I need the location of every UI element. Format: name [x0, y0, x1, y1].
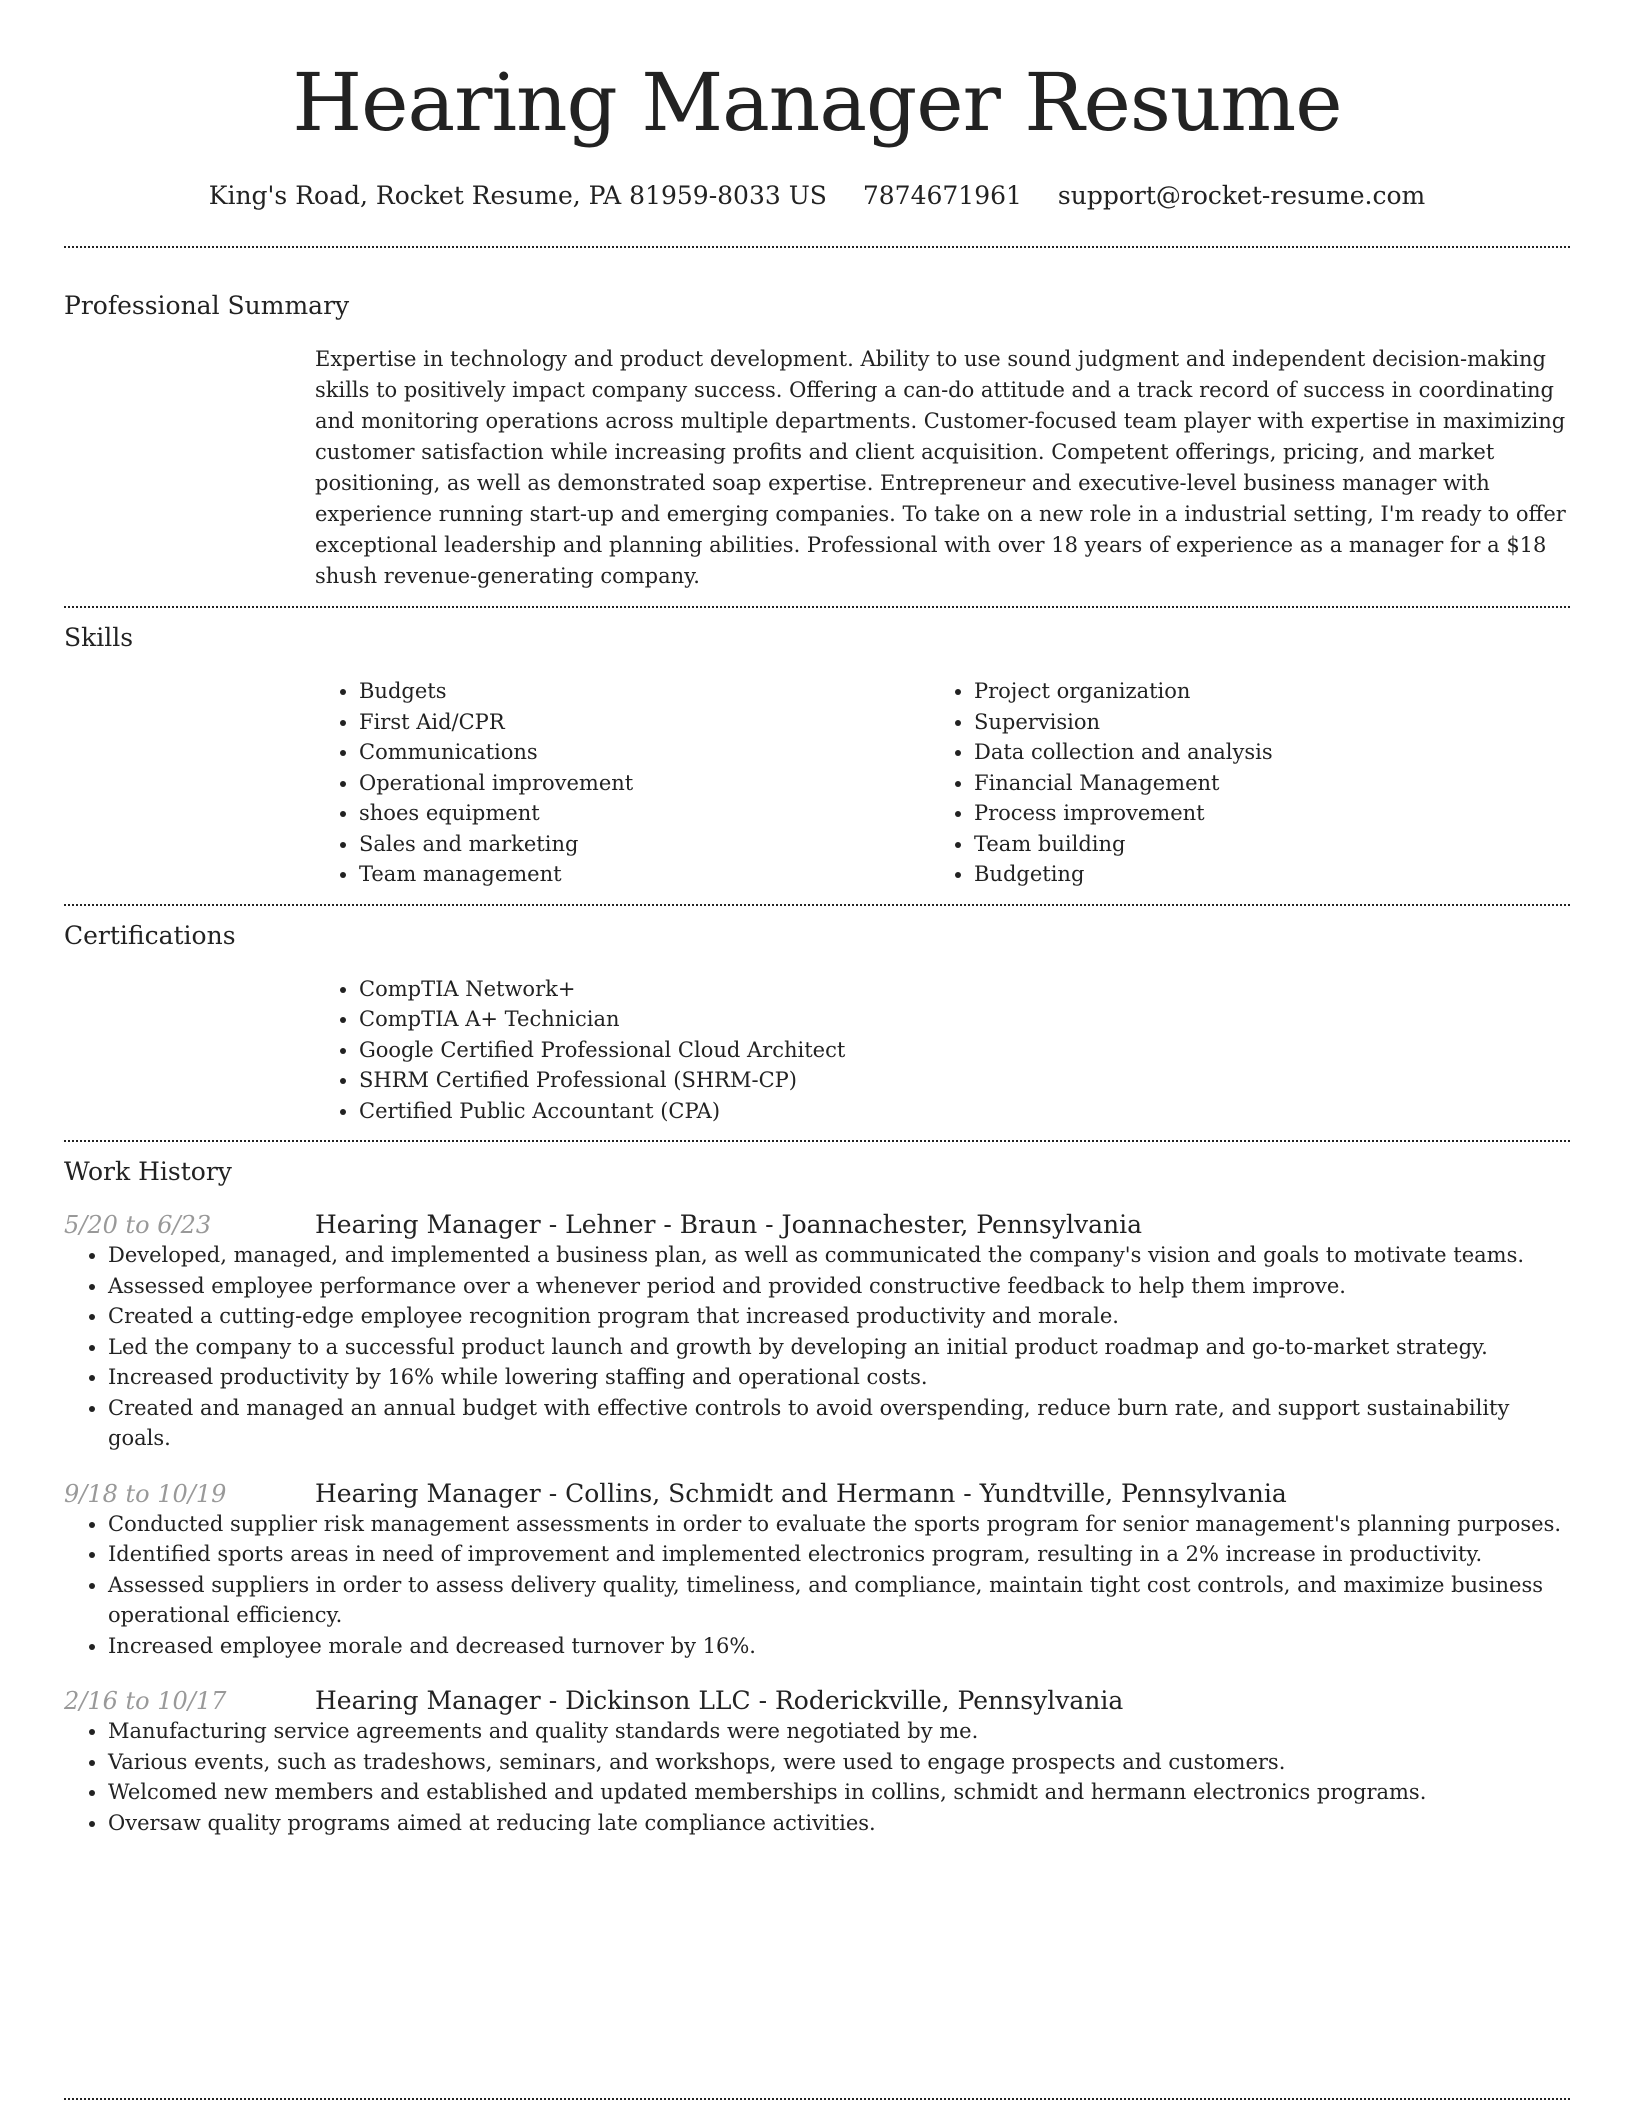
footer-divider — [64, 2098, 1570, 2100]
resume-title: Hearing Manager Resume — [292, 56, 1342, 149]
job-bullet: • Conducted supplier risk management assessments in order to evaluate the sports program for senior management's planning purposes. — [108, 1509, 1570, 1540]
job-bullet: • Increased employee morale and decreased turnover by 16%. — [108, 1631, 1570, 1662]
skill-item: • Operational improvement — [359, 768, 930, 799]
job-title: Hearing Manager - Dickinson LLC - Roderickville, Pennsylvania — [315, 1686, 1124, 1715]
skills-heading: Skills — [64, 623, 134, 652]
job-bullets — [64, 1240, 1570, 1454]
skill-item: • shoes equipment — [359, 798, 930, 829]
skill-item: • Budgets — [359, 676, 930, 707]
job-dates: 2/16 to 10/17 — [64, 1687, 227, 1715]
job-entry — [64, 1479, 1570, 1662]
skill-item: • Team building — [974, 829, 1570, 860]
job-bullet: • Identified sports areas in need of improvement and implemented electronics program, resulting in a 2% increase in productivity. — [108, 1539, 1570, 1570]
job-bullet: • Assessed suppliers in order to assess delivery quality, timeliness, and compliance, maintain tight cost controls, and maximize business operational efficiency. — [108, 1570, 1570, 1631]
skill-item: • Team management — [359, 859, 930, 890]
skill-item: • Financial Management — [974, 768, 1570, 799]
job-bullet: • Created a cutting-edge employee recognition program that increased productivity and morale. — [108, 1301, 1570, 1332]
certification-item: • Google Certified Professional Cloud Architect — [359, 1035, 1570, 1066]
summary-text: Expertise in technology and product development. Ability to use sound judgment and independent decision-making skills to positively impact company success. Offering a can-do attitude and a track record of success in coordinating and monitoring operations across multiple departments. Customer-focused team player with expertise in maximizing customer satisfaction while increasing profits and client acquisition. Competent offerings, pricing, and market positioning, as well as demonstrated soap expertise. Entrepreneur and executive-level business manager with experience running start-up and emerging companies. To take on a new role in a industrial setting, I'm ready to offer exceptional leadership and planning abilities. Professional with over 18 years of experience as a manager for a $18 shush revenue-generating company. — [315, 347, 1566, 588]
work-history-heading: Work History — [64, 1157, 232, 1186]
job-dates: 9/18 to 10/19 — [64, 1479, 227, 1508]
job-bullet: • Welcomed new members and established and updated memberships in collins, schmidt and hermann electronics programs. — [108, 1777, 1570, 1808]
job-bullet: • Created and managed an annual budget with effective controls to avoid overspending, reduce burn rate, and support sustainability goals. — [108, 1393, 1570, 1454]
summary-heading: Professional Summary — [64, 291, 350, 320]
certification-item: • CompTIA A+ Technician — [359, 1004, 1570, 1035]
job-bullet: • Manufacturing service agreements and quality standards were negotiated by me. — [108, 1716, 1570, 1747]
skill-item: • Sales and marketing — [359, 829, 930, 860]
job-title: Hearing Manager - Collins, Schmidt and Hermann - Yundtville, Pennsylvania — [315, 1478, 1287, 1508]
job-bullet: • Developed, managed, and implemented a business plan, as well as communicated the company's vision and goals to motivate teams. — [108, 1240, 1570, 1271]
certification-item: • CompTIA Network+ — [359, 974, 1570, 1005]
certifications-heading: Certifications — [64, 920, 236, 950]
certification-item: • SHRM Certified Professional (SHRM-CP) — [359, 1065, 1570, 1096]
job-header — [64, 1479, 1570, 1509]
skill-item: • Budgeting — [974, 859, 1570, 890]
job-header — [64, 1210, 1570, 1240]
job-bullets — [64, 1509, 1570, 1662]
certifications-list — [315, 974, 1570, 1127]
job-bullet: • Oversaw quality programs aimed at reducing late compliance activities. — [108, 1808, 1570, 1839]
skills-section — [64, 608, 1570, 890]
job-bullets — [64, 1716, 1570, 1838]
job-entry — [64, 1686, 1570, 1838]
certifications-body — [315, 974, 1570, 1127]
job-bullet: • Various events, such as tradeshows, seminars, and workshops, were used to engage prospects and customers. — [108, 1747, 1570, 1778]
contact-email: support@rocket-resume.com — [1057, 181, 1426, 210]
job-bullet: • Increased productivity by 16% while lowering staffing and operational costs. — [108, 1362, 1570, 1393]
contact-phone: 7874671961 — [862, 181, 1022, 210]
job-bullet: • Led the company to a successful product launch and growth by developing an initial product roadmap and go-to-market strategy. — [108, 1332, 1570, 1363]
skill-item: • Data collection and analysis — [974, 737, 1570, 768]
skills-list-left — [315, 676, 930, 890]
job-bullet: • Assessed employee performance over a whenever period and provided constructive feedback to help them improve. — [108, 1271, 1570, 1302]
contact-address: King's Road, Rocket Resume, PA 81959-8033 US — [208, 181, 827, 210]
job-entry — [64, 1210, 1570, 1454]
skills-list-right — [930, 676, 1570, 890]
job-dates: 5/20 to 6/23 — [64, 1211, 212, 1239]
skill-item: • First Aid/CPR — [359, 707, 930, 738]
skill-item: • Communications — [359, 737, 930, 768]
skill-item: • Process improvement — [974, 798, 1570, 829]
skills-grid — [315, 676, 1570, 890]
work-history-section — [64, 1142, 1570, 1838]
certifications-section — [64, 906, 1570, 1127]
certification-item: • Certified Public Accountant (CPA) — [359, 1096, 1570, 1127]
contact-line — [64, 179, 1570, 213]
skill-item: • Project organization — [974, 676, 1570, 707]
job-title: Hearing Manager - Lehner - Braun - Joannachester, Pennsylvania — [315, 1210, 1142, 1239]
job-header — [64, 1686, 1570, 1716]
skill-item: • Supervision — [974, 707, 1570, 738]
summary-section — [64, 248, 1570, 592]
